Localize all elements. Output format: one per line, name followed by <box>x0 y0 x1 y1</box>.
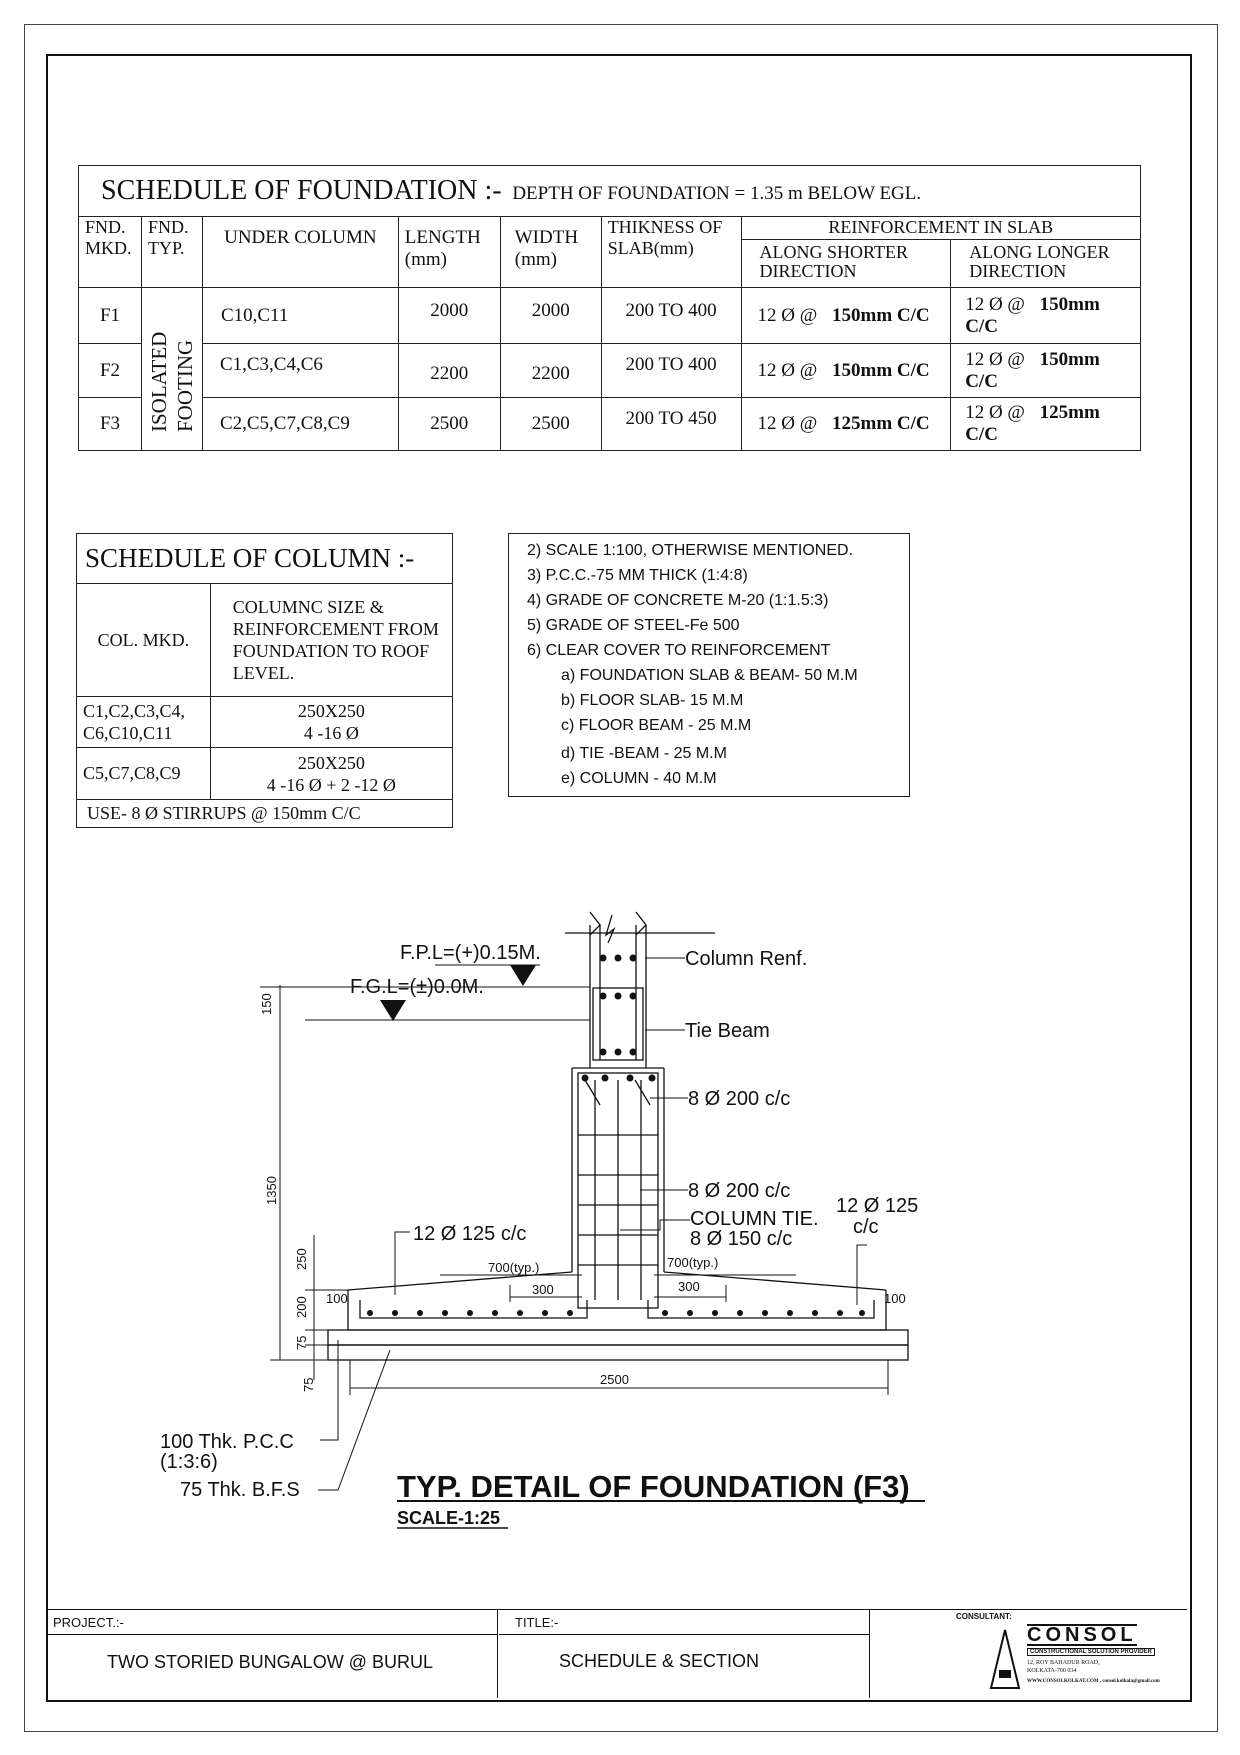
consultant-label: CONSULTANT: <box>956 1612 1012 1621</box>
row-longer: 12 Ø @ <box>965 293 1025 315</box>
row-length: 2000 <box>398 288 500 344</box>
column-break-line <box>636 912 646 935</box>
row-shorter-spacing: 150mm C/C <box>832 359 930 381</box>
leader-bar-right <box>857 1245 867 1305</box>
column-tie-spacing-label: 8 Ø 150 c/c <box>690 1228 793 1250</box>
note-item: 4) GRADE OF CONCRETE M-20 (1:1.5:3) <box>527 592 829 609</box>
column-row-size: 250X250 <box>297 752 365 773</box>
pcc-mix-label: (1:3:6) <box>160 1451 218 1473</box>
dim-300-right: 300 <box>678 1279 700 1294</box>
bfs-layer <box>328 1345 908 1360</box>
foundation-schedule-title: SCHEDULE OF FOUNDATION :- <box>101 175 502 206</box>
dim-75-bfs: 75 <box>301 1377 316 1392</box>
fgl-label: F.G.L=(±)0.0M. <box>350 976 484 998</box>
dim-300-left: 300 <box>532 1282 554 1297</box>
note-item: 6) CLEAR COVER TO REINFORCEMENT <box>527 642 831 659</box>
fpl-triangle-icon <box>510 965 536 986</box>
row-shorter: 12 Ø @ <box>757 304 818 326</box>
drawing-title: SCHEDULE & SECTION <box>559 1651 760 1671</box>
pcc-label: 100 Thk. P.C.C <box>160 1431 294 1453</box>
dim-100-left: 100 <box>326 1291 348 1306</box>
note-item: e) COLUMN - 40 M.M <box>561 770 717 787</box>
dim-1350: 1350 <box>264 1176 279 1205</box>
foundation-depth-note: DEPTH OF FOUNDATION = 1.35 m BELOW EGL. <box>512 183 922 204</box>
row-shorter-spacing: 125mm C/C <box>832 413 930 434</box>
note-item: b) FLOOR SLAB- 15 M.M <box>561 692 744 709</box>
detail-title: TYP. DETAIL OF FOUNDATION (F3) <box>397 1469 910 1504</box>
column-break-line <box>590 912 600 935</box>
drawing-title-divider <box>499 1634 869 1635</box>
drawing-title-cell <box>499 1610 870 1698</box>
column-row-size: 250X250 <box>297 701 365 721</box>
header-fnd-typ: FND. TYP. <box>141 217 202 288</box>
dim-75-pcc: 75 <box>294 1335 309 1350</box>
project-divider <box>47 1634 497 1635</box>
project-name: TWO STORIED BUNGALOW @ BURUL <box>107 1652 433 1672</box>
note-item: 2) SCALE 1:100, OTHERWISE MENTIONED. <box>527 542 854 559</box>
header-width: WIDTH (mm) <box>500 217 601 288</box>
row-thickness: 200 TO 450 <box>601 398 741 451</box>
row-mark: F3 <box>79 398 142 451</box>
consol-tagline: CONSTRUCTIONAL SOLUTION PROVIDER <box>1027 1648 1155 1656</box>
header-under-column: UNDER COLUMN <box>202 217 398 288</box>
row-columns: C1,C3,C4,C6 <box>202 344 398 398</box>
row-length: 2500 <box>398 398 500 451</box>
dim-2500: 2500 <box>600 1372 629 1387</box>
note-item: c) FLOOR BEAM - 25 M.M <box>561 717 752 734</box>
header-thickness: THIKNESS OF SLAB(mm) <box>601 217 741 288</box>
header-shorter-direction: ALONG SHORTER DIRECTION <box>741 240 951 288</box>
pedestal-hook <box>585 1080 600 1105</box>
column-row-bars: 4 -16 Ø <box>303 723 359 743</box>
row-longer-spacing: 150mm C/C <box>965 293 1100 337</box>
column-schedule-title: SCHEDULE OF COLUMN :- <box>77 534 453 584</box>
drawing-title-label: TITLE:- <box>515 1615 559 1630</box>
leader-column-tie <box>620 1220 690 1230</box>
consol-web: WWW.CONSOLKOLKAT.COM , consol.kolkata@gmail.com <box>1027 1679 1160 1684</box>
consol-logo-text: CONSOL <box>1027 1624 1137 1646</box>
bfs-label: 75 Thk. B.F.S <box>180 1479 300 1501</box>
header-length: LENGTH (mm) <box>398 217 500 288</box>
bar-left-label: 12 Ø 125 c/c <box>413 1223 527 1245</box>
dim-700-right: 700(typ.) <box>667 1255 719 1270</box>
note-item: a) FOUNDATION SLAB & BEAM- 50 M.M <box>561 667 858 684</box>
tie-beam-label: Tie Beam <box>685 1020 770 1042</box>
row-width: 2500 <box>500 398 601 451</box>
stirrup-top-label: 8 Ø 200 c/c <box>688 1088 791 1110</box>
row-width: 2200 <box>500 344 601 398</box>
row-shorter: 12 Ø @ <box>757 413 818 434</box>
pcc-layer <box>328 1330 908 1345</box>
row-columns: C2,C5,C7,C8,C9 <box>202 398 398 451</box>
stirrup-mid-label: 8 Ø 200 c/c <box>688 1180 791 1202</box>
header-reinforcement: REINFORCEMENT IN SLAB <box>741 217 1140 240</box>
header-fnd-mkd: FND. MKD. <box>79 217 142 288</box>
header-longer-direction: ALONG LONGER DIRECTION <box>951 240 1141 288</box>
note-item: d) TIE -BEAM - 25 M.M <box>561 745 727 762</box>
dim-100-right: 100 <box>884 1291 906 1306</box>
row-longer: 12 Ø @ <box>965 402 1025 423</box>
column-header-size: COLUMNC SIZE & REINFORCEMENT FROM FOUNDATION TO ROOF LEVEL. <box>210 584 452 697</box>
dim-150: 150 <box>259 993 274 1015</box>
leader-pcc <box>320 1340 338 1440</box>
dim-250: 250 <box>294 1248 309 1270</box>
column-tie-label: COLUMN TIE. <box>690 1208 819 1230</box>
row-longer-spacing: 125mm C/C <box>965 402 1100 445</box>
title-block <box>47 1609 1187 1698</box>
row-columns: C10,C11 <box>202 288 398 344</box>
row-thickness: 200 TO 400 <box>601 288 741 344</box>
fgl-triangle-icon <box>380 1000 406 1021</box>
row-shorter: 12 Ø @ <box>757 359 818 381</box>
pedestal-hook <box>635 1080 650 1105</box>
leader-bfs <box>318 1350 390 1490</box>
row-longer: 12 Ø @ <box>965 348 1025 370</box>
fpl-label: F.P.L=(+)0.15M. <box>400 942 541 964</box>
consol-address-2: KOLKATA-700 034 <box>1027 1668 1077 1674</box>
type-label: ISOLATED FOOTING <box>146 331 197 432</box>
column-row-mark: C5,C7,C8,C9 <box>77 748 211 800</box>
dim-200: 200 <box>294 1296 309 1318</box>
row-mark: F2 <box>79 344 142 398</box>
note-item: 3) P.C.C.-75 MM THICK (1:4:8) <box>527 567 748 584</box>
row-shorter-spacing: 150mm C/C <box>832 304 930 326</box>
column-row-mark: C1,C2,C3,C4, C6,C10,C11 <box>77 697 211 748</box>
dim-700-left: 700(typ.) <box>488 1260 540 1275</box>
column-header-mark: COL. MKD. <box>77 584 211 697</box>
detail-scale: SCALE-1:25 <box>397 1508 501 1528</box>
bar-right-cc-label: c/c <box>853 1216 879 1238</box>
row-mark: F1 <box>79 288 142 344</box>
row-length: 2200 <box>398 344 500 398</box>
column-row-bars: 4 -16 Ø + 2 -12 Ø <box>266 774 396 795</box>
consol-address-1: 12, ROY BAHADUR ROAD, <box>1027 1660 1100 1666</box>
project-cell <box>47 1610 498 1698</box>
row-width: 2000 <box>500 288 601 344</box>
project-label: PROJECT.:- <box>53 1615 124 1630</box>
note-item: 5) GRADE OF STEEL-Fe 500 <box>527 617 740 634</box>
consultant-cell <box>871 1610 1187 1698</box>
column-schedule-footer: USE- 8 Ø STIRRUPS @ 150mm C/C <box>77 800 453 828</box>
row-thickness: 200 TO 400 <box>601 344 741 398</box>
row-longer-spacing: 150mm C/C <box>965 348 1100 392</box>
column-renf-label: Column Renf. <box>685 948 808 970</box>
footing-slope-top <box>348 1272 886 1290</box>
bar-right-label: 12 Ø 125 <box>836 1195 919 1217</box>
consol-logo-icon <box>989 1626 1021 1692</box>
column-break-symbol <box>606 915 614 943</box>
